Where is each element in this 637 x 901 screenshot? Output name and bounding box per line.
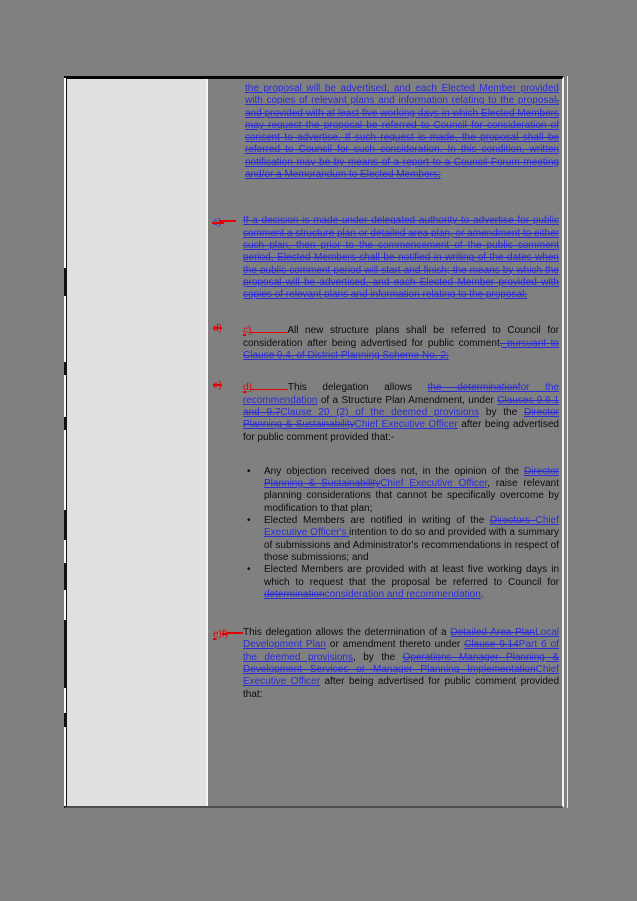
text-run-ri: e)	[213, 629, 222, 641]
tracked-paragraph	[243, 382, 559, 442]
text-run-k: or amendment thereto under	[325, 639, 465, 651]
change-bar	[64, 727, 66, 806]
conditions-bullet-list	[247, 466, 559, 601]
text-run-d: Director Planning & Sustainability	[264, 465, 559, 490]
text-run-i: Chief Executive Officer	[243, 663, 559, 688]
text-run-rd: e)	[213, 380, 222, 392]
text-run-d: Detailed Area Plan	[450, 627, 536, 639]
bullet-item	[247, 515, 559, 564]
text-run-i: Local Development Plan	[243, 627, 559, 651]
text-run-d: Operations Manager Planning & Development Services or Manager Planning Implementation	[243, 651, 560, 675]
text-run-rt	[228, 627, 243, 637]
text-run-k: by the	[479, 406, 524, 418]
text-run-i: for the recommendation	[243, 382, 560, 406]
list-marker-e-old	[213, 380, 222, 392]
delegation-text-column	[208, 79, 562, 806]
text-run-i: Chief Executive Officer's	[264, 515, 559, 539]
list-marker-c-deleted	[213, 215, 236, 229]
text-run-k: Elected Members are provided with at least five working days in which to request that the proposal be referred to Council for	[264, 564, 559, 588]
change-bar	[64, 430, 66, 510]
text-run-k: after being advertised for public comment provided that:	[243, 676, 559, 700]
text-run-d: If a decision is made under delegated authority to advertise for public comment a structure plan or detailed area plan, or amendment to either such plan, then prior to the commencement of the public comment period, Elected Members shall be notified in writing of the dates when the public comment period will start and finish; the means by which the proposal will be advertised, and each Elected Member provided with copies of relevant plans and information relating to the proposal;	[243, 215, 559, 301]
text-run-i: Chief Executive Officer	[354, 419, 458, 431]
tracked-paragraph	[264, 564, 559, 600]
change-bar	[64, 540, 66, 563]
change-bar	[64, 688, 66, 713]
text-run-k: .	[480, 588, 484, 600]
tracked-paragraph	[243, 325, 559, 361]
text-run-k: This delegation allows	[287, 382, 428, 394]
change-bar	[64, 296, 66, 362]
bullet-item	[247, 564, 559, 601]
tracked-paragraph-continuation	[245, 83, 559, 181]
bullet-icon: •	[247, 564, 251, 576]
text-run-i: consideration and recommendation	[324, 588, 481, 600]
text-run-ri: c)	[243, 325, 252, 337]
text-run-d: Director Planning & Sustainability	[243, 406, 559, 431]
bullet-icon: •	[247, 515, 251, 527]
text-run-k: , raise relevant planning considerations that cannot be specifically overcome by modification to that plan;	[264, 478, 559, 514]
text-run-i: the proposal will be advertised, and each Elected Member provided with copies of relevant plans and information relating to the proposal	[245, 83, 559, 107]
list-item-d-renumbered-c	[213, 323, 559, 362]
list-item-f-renumbered-e	[213, 627, 560, 701]
list-marker-d-old	[213, 323, 222, 335]
text-run-i: Chief Executive Officer	[380, 478, 488, 490]
text-run-d: the determination	[427, 382, 518, 394]
list-item-e-renumbered-d	[213, 380, 560, 443]
text-run-k: Any objection received does not, in the opinion of the	[264, 465, 524, 477]
tracked-paragraph	[243, 627, 559, 699]
change-bar	[64, 375, 66, 417]
text-run-d: Clause 9.14	[464, 639, 519, 651]
text-run-d: Directors	[489, 515, 536, 527]
text-run-k: All new structure plans shall be referred to Council for consideration after being advertised for public comment	[243, 325, 559, 349]
text-run-rd: d)	[213, 323, 222, 335]
table-outer-border-line	[567, 76, 568, 808]
text-run-d: , pursuant to Clause 9.4. of District Planning Scheme No. 2;	[243, 337, 559, 362]
list-item-c-deleted	[213, 215, 559, 301]
text-run-rd: f)	[221, 629, 229, 641]
change-bar	[64, 78, 66, 268]
text-run-rt	[221, 215, 236, 225]
bullet-icon: •	[247, 465, 251, 477]
text-run-ru	[252, 380, 288, 390]
text-run-ru	[251, 323, 287, 333]
text-run-i: Clause 20 (2) of the deemed provisions	[280, 406, 480, 418]
text-run-d: Clauses 9.6.1 and 9.7	[243, 394, 560, 418]
text-run-i: Part 6 of the deemed provisions	[243, 639, 559, 663]
text-run-k: , by the	[353, 651, 403, 663]
text-run-k: of a Structure Plan Amendment, under	[317, 394, 498, 406]
text-run-d: , and provided with at least five working days in which Elected Members may request the proposal be referred to Council for consideration of consent to advertise. If such request is made, the proposal shall be referred to Council for such consideration. In this condition, written notification may be by means of a report to a Council Forum meeting and/or a Memorandum to Elected Members;	[245, 95, 559, 181]
text-run-k: after being advertised for public comment provided that:-	[243, 419, 559, 443]
document-table	[64, 76, 564, 808]
text-run-k: This delegation allows the determination of a	[243, 627, 451, 639]
list-marker-f-old	[213, 627, 243, 641]
empty-left-column	[67, 79, 208, 806]
text-run-k: Elected Members are notified in writing of the	[264, 515, 490, 527]
change-bar	[64, 590, 66, 620]
text-run-k: intention to do so and provided with a summary of submissions and Administrator's recommendations in respect of those submissions; and	[264, 527, 560, 563]
tracked-paragraph	[264, 515, 559, 563]
text-run-cb: c)	[213, 217, 222, 229]
tracked-paragraph	[243, 215, 559, 300]
text-run-ri: d)	[243, 382, 252, 394]
text-run-d: determination	[264, 588, 325, 600]
bullet-item	[247, 466, 559, 515]
tracked-paragraph	[264, 466, 559, 514]
